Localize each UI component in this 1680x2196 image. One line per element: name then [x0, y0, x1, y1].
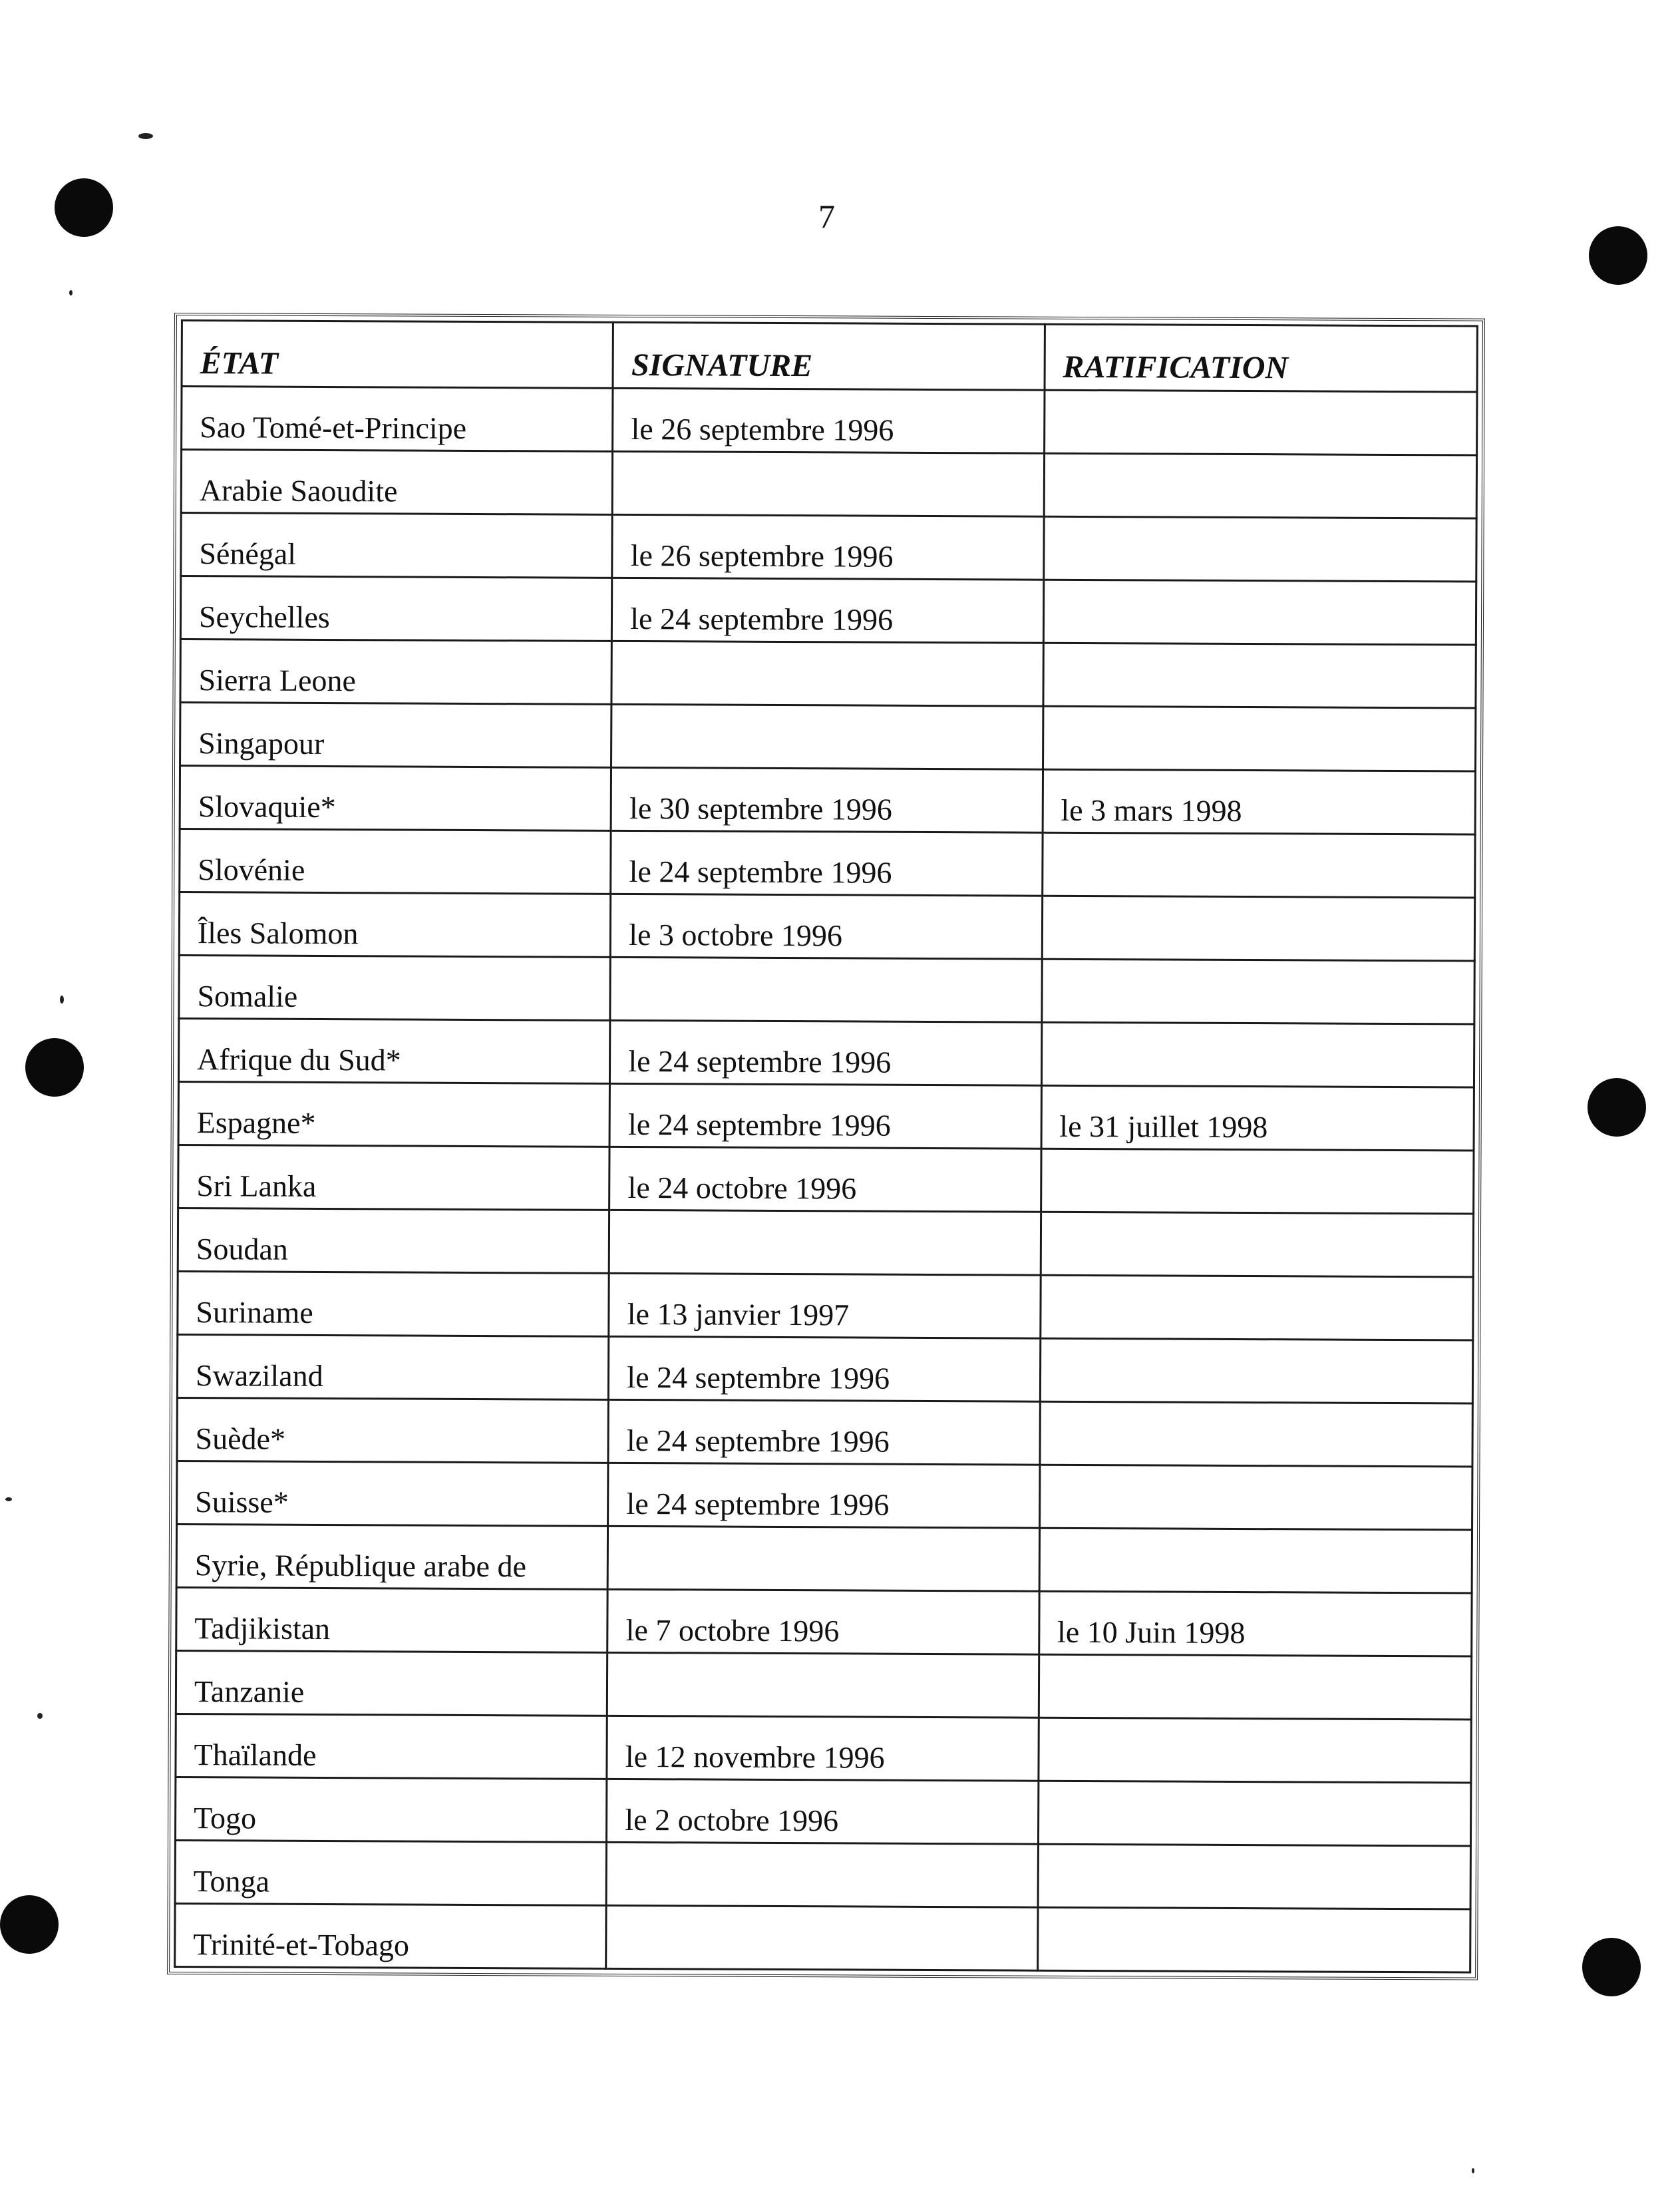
ratification-cell — [1038, 1781, 1471, 1846]
state-cell: Seychelles — [180, 576, 612, 641]
state-cell: Espagne* — [178, 1082, 610, 1147]
punch-hole-bottom-left — [0, 1895, 59, 1954]
state-cell: Suède* — [177, 1398, 609, 1463]
ratification-cell — [1039, 1528, 1472, 1593]
table-row — [176, 1588, 1472, 1656]
signature-cell: le 24 septembre 1996 — [608, 1399, 1040, 1465]
state-cell: Syrie, République arabe de — [176, 1525, 608, 1590]
signature-cell — [613, 451, 1045, 516]
signature-cell: le 12 novembre 1996 — [607, 1716, 1039, 1781]
ratification-cell — [1042, 959, 1475, 1024]
table-row — [180, 766, 1475, 834]
punch-hole-bottom-right — [1582, 1938, 1641, 1996]
state-cell: Îles Salomon — [179, 892, 611, 958]
punch-hole-top-left — [55, 178, 113, 237]
signature-cell: le 13 janvier 1997 — [609, 1273, 1041, 1338]
signature-cell: le 24 septembre 1996 — [609, 1336, 1041, 1401]
signature-cell: le 24 septembre 1996 — [610, 1020, 1042, 1085]
state-cell: Sao Tomé-et-Principe — [182, 387, 613, 452]
table-row — [178, 1208, 1473, 1277]
table-body — [175, 387, 1477, 1972]
table-row — [180, 576, 1476, 645]
state-cell: Slovénie — [180, 829, 611, 894]
state-cell: Swaziland — [177, 1335, 609, 1400]
table-header-row — [182, 321, 1477, 392]
scan-speck — [37, 1713, 43, 1719]
scan-speck — [138, 133, 153, 139]
table-row — [180, 640, 1476, 708]
ratification-cell — [1040, 1275, 1473, 1340]
ratification-cell — [1039, 1465, 1472, 1530]
header-ratification: RATIFICATION — [1045, 324, 1478, 392]
ratification-cell — [1037, 1907, 1470, 1972]
table-row — [180, 829, 1475, 898]
state-cell: Sierra Leone — [180, 640, 612, 705]
ratification-cell: le 31 juillet 1998 — [1041, 1085, 1474, 1151]
state-cell: Thaïlande — [176, 1714, 607, 1779]
signature-cell — [609, 1210, 1041, 1275]
table-row — [176, 1651, 1471, 1720]
signature-cell: le 24 octobre 1996 — [609, 1147, 1041, 1212]
state-cell: Afrique du Sud* — [178, 1019, 610, 1084]
table-row — [177, 1335, 1472, 1403]
table-row — [178, 1019, 1474, 1087]
table-row — [175, 1777, 1470, 1846]
table-row — [180, 703, 1476, 771]
table-row — [176, 1525, 1472, 1593]
ratification-cell — [1043, 580, 1476, 645]
table-row — [176, 1714, 1471, 1783]
signature-cell — [607, 1652, 1039, 1718]
table-row — [179, 892, 1474, 961]
ratification-cell — [1044, 390, 1477, 455]
signature-cell — [606, 1905, 1038, 1970]
header-signature: SIGNATURE — [613, 322, 1045, 390]
ratification-cell — [1043, 516, 1476, 582]
signature-cell — [611, 704, 1043, 769]
signature-cell: le 24 septembre 1996 — [608, 1463, 1040, 1528]
ratification-cell — [1040, 1401, 1473, 1467]
state-cell: Tonga — [175, 1841, 607, 1906]
ratification-cell — [1039, 1654, 1472, 1720]
ratification-cell — [1038, 1844, 1471, 1909]
page-number: 7 — [818, 198, 835, 235]
state-cell: Singapour — [180, 703, 612, 768]
ratification-cell — [1041, 1149, 1474, 1214]
ratification-cell — [1042, 832, 1475, 898]
state-cell: Soudan — [178, 1208, 609, 1274]
ratification-cell — [1041, 1022, 1474, 1087]
signature-cell — [610, 957, 1042, 1022]
state-cell: Suisse* — [177, 1461, 609, 1527]
punch-hole-top-right — [1589, 226, 1647, 285]
table-row — [175, 1841, 1470, 1909]
punch-hole-middle-left — [25, 1038, 84, 1097]
state-cell: Sénégal — [181, 513, 613, 578]
table-row — [179, 956, 1474, 1024]
state-cell: Tadjikistan — [176, 1588, 608, 1653]
header-etat: ÉTAT — [182, 321, 613, 389]
state-cell: Suriname — [178, 1272, 609, 1337]
table-row — [178, 1145, 1474, 1214]
scan-speck — [5, 1497, 12, 1501]
ratification-cell — [1039, 1718, 1472, 1783]
signature-cell — [611, 641, 1043, 706]
signature-cell: le 3 octobre 1996 — [611, 894, 1043, 959]
ratification-cell: le 3 mars 1998 — [1043, 769, 1476, 834]
signature-cell: le 26 septembre 1996 — [612, 514, 1044, 580]
ratification-cell — [1043, 643, 1476, 708]
table-row — [178, 1082, 1474, 1151]
signature-cell: le 30 septembre 1996 — [611, 767, 1043, 832]
scan-speck — [1472, 2168, 1474, 2173]
state-cell: Trinité-et-Tobago — [175, 1904, 607, 1969]
signature-cell — [606, 1842, 1038, 1907]
table-row — [181, 513, 1476, 582]
ratification-cell — [1041, 1212, 1474, 1277]
ratification-cell — [1042, 896, 1475, 961]
table-row — [178, 1272, 1473, 1340]
state-cell: Slovaquie* — [180, 766, 611, 831]
ratification-cell — [1040, 1338, 1473, 1403]
state-cell: Tanzanie — [176, 1651, 607, 1716]
ratification-cell — [1044, 453, 1477, 518]
scan-speck — [60, 996, 64, 1004]
state-cell: Somalie — [179, 956, 611, 1021]
punch-hole-middle-right — [1588, 1078, 1646, 1137]
state-cell: Sri Lanka — [178, 1145, 610, 1210]
ratification-table — [174, 319, 1478, 1973]
signature-cell: le 24 septembre 1996 — [612, 578, 1044, 643]
ratification-table-frame — [167, 313, 1485, 1980]
state-cell: Arabie Saoudite — [181, 450, 613, 515]
signature-cell: le 24 septembre 1996 — [609, 1083, 1041, 1149]
signature-cell: le 7 octobre 1996 — [607, 1589, 1039, 1654]
signature-cell: le 26 septembre 1996 — [613, 388, 1045, 453]
signature-cell: le 2 octobre 1996 — [607, 1779, 1039, 1844]
signature-cell: le 24 septembre 1996 — [611, 830, 1043, 896]
table-row — [177, 1398, 1472, 1467]
table-row — [175, 1904, 1470, 1972]
ratification-cell — [1043, 706, 1476, 771]
table-row — [182, 387, 1477, 455]
scan-speck — [69, 290, 73, 295]
state-cell: Togo — [175, 1777, 607, 1843]
table-row — [181, 450, 1476, 518]
ratification-cell: le 10 Juin 1998 — [1039, 1591, 1472, 1656]
table-row — [177, 1461, 1472, 1530]
signature-cell — [607, 1526, 1039, 1591]
